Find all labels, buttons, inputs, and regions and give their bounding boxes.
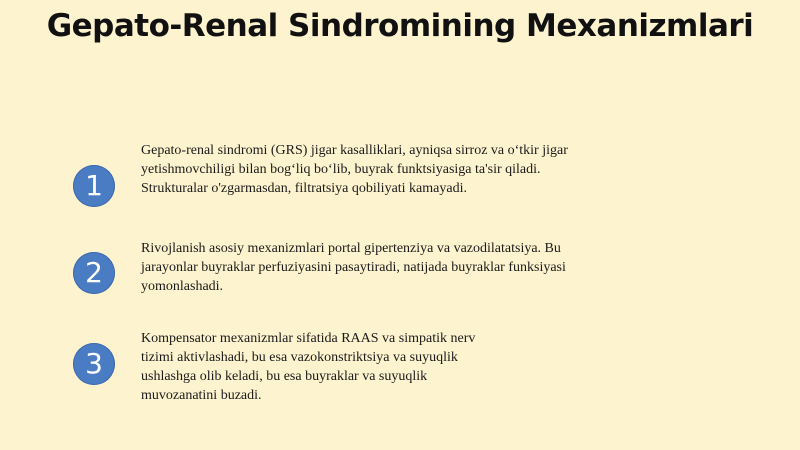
item-text-line: muvozanatini buzadi. xyxy=(141,388,262,403)
number-badge-1: 1 xyxy=(73,165,115,207)
item-text-line: yomonlashadi. xyxy=(141,279,224,294)
item-text-line: tizimi aktivlashadi, bu esa vazokonstriktsiya va suyuqlik xyxy=(141,350,458,365)
item-text-2 xyxy=(141,239,566,296)
slide-title: Gepato-Renal Sindromining Mexanizmlari xyxy=(46,8,754,44)
item-text-line: jarayonlar buyraklar perfuziyasini pasaytiradi, natijada buyraklar funksiyasi xyxy=(141,260,566,275)
number-badge-2: 2 xyxy=(73,252,115,294)
item-text-line: ushlashga olib keladi, bu esa buyraklar va suyuqlik xyxy=(141,369,428,384)
item-text-line: Rivojlanish asosiy mexanizmlari portal gipertenziya va vazodilatatsiya. Bu xyxy=(141,241,561,256)
item-text-line: Strukturalar o'zgarmasdan, filtratsiya qobiliyati kamayadi. xyxy=(141,181,467,196)
item-text-line: Kompensator mexanizmlar sifatida RAAS va simpatik nerv xyxy=(141,331,476,346)
item-text-1 xyxy=(141,141,568,198)
item-text-3 xyxy=(141,329,475,405)
item-text-line: Gepato-renal sindromi (GRS) jigar kasalliklari, ayniqsa sirroz va o‘tkir jigar xyxy=(141,143,568,158)
number-badge-3: 3 xyxy=(73,343,115,385)
item-text-line: yetishmovchiligi bilan bog‘liq bo‘lib, buyrak funktsiyasiga ta'sir qiladi. xyxy=(141,162,541,177)
